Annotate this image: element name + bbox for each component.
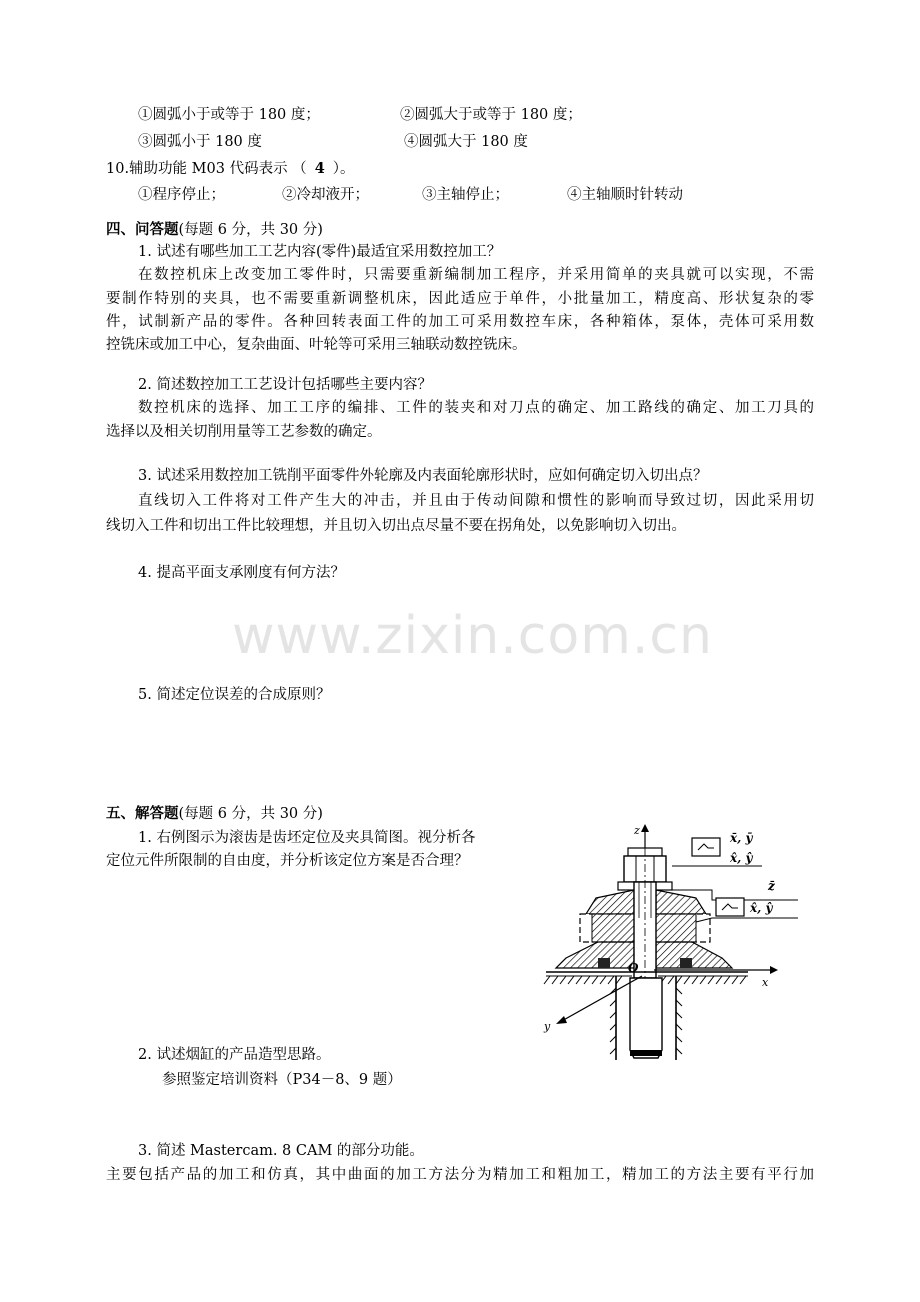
q10-option-3: ③主轴停止； <box>422 187 509 203</box>
s5-answer-2: 参照鉴定培训资料（P34－8、9 题） <box>162 1072 402 1088</box>
q9-option-3: ③圆弧小于 180 度 <box>138 134 262 150</box>
s5-answer-3-line-1: 主要包括产品的加工和仿真，其中曲面的加工方法分为精加工和粗加工，精加工的方法主要有平行加 <box>106 1167 814 1183</box>
locating-symbol-top <box>692 838 720 856</box>
s4-answer-1-line-3: 件，试制新产品的零件。各种回转表面工件的加工可采用数控车床，各种箱体，泵体，壳体可采用数 <box>106 314 814 330</box>
s4-answer-3-line-2: 线切入工件和切出工件比较理想，并且切入切出点尽量不要在拐角处，以免影响切入切出。 <box>106 518 686 534</box>
s5-question-2: 2. 试述烟缸的产品造型思路。 <box>138 1047 331 1063</box>
s5-question-1-line-2: 定位元件所限制的自由度，并分析该定位方案是否合理？ <box>106 853 469 869</box>
s4-answer-1-line-4: 控铣床或加工中心，复杂曲面、叶轮等可采用三轴联动数控铣床。 <box>106 337 527 353</box>
q10-stem <box>106 159 355 179</box>
s4-question-4: 4. 提高平面支承刚度有何方法？ <box>138 565 345 581</box>
section5-title: 五、解答题 <box>106 805 179 822</box>
section4-note: (每题 6 分，共 30 分) <box>178 222 323 238</box>
q9-option-1: ①圆弧小于或等于 180 度； <box>138 107 320 123</box>
section4-title: 四、问答题 <box>106 221 179 238</box>
fixture-diagram <box>536 818 798 1066</box>
s4-answer-1-line-2: 要制作特别的夹具，也不需要重新调整机床，因此适应于单件，小批量加工，精度高、形状复杂的零 <box>106 291 814 307</box>
s4-question-5: 5. 简述定位误差的合成原则？ <box>138 687 331 703</box>
dof-mid-line-1: z̄ <box>768 879 775 893</box>
dof-mid-line-2: x̂, ŷ <box>750 901 773 915</box>
s5-question-3: 3. 简述 Mastercam. 8 CAM 的部分功能。 <box>138 1143 424 1159</box>
s4-answer-2-line-2: 选择以及相关切削用量等工艺参数的确定。 <box>106 424 382 440</box>
q10-option-2: ②冷却液开； <box>282 187 369 203</box>
s4-question-2: 2. 简述数控加工工艺设计包括哪些主要内容？ <box>138 377 432 393</box>
z-axis-label: z <box>634 824 640 837</box>
q10-option-4: ④主轴顺时针转动 <box>567 187 683 203</box>
s4-answer-3-line-1: 直线切入工件将对工件产生大的冲击，并且由于传动间隙和惯性的影响而导致过切，因此采用切 <box>138 493 814 509</box>
q9-option-2: ②圆弧大于或等于 180 度； <box>400 107 582 123</box>
origin-label: O <box>628 961 639 975</box>
x-axis-label: x <box>762 976 769 989</box>
section5-note: (每题 6 分，共 30 分) <box>178 806 323 822</box>
section4-heading <box>106 220 323 240</box>
dof-top-line-2: x̂, ŷ <box>730 851 753 865</box>
q9-option-4: ④圆弧大于 180 度 <box>404 134 528 150</box>
q10-option-1: ①程序停止； <box>138 187 225 203</box>
s4-question-1: 1. 试述有哪些加工工艺内容(零件)最适宜采用数控加工？ <box>138 244 502 260</box>
s4-answer-2-line-1: 数控机床的选择、加工工序的编排、工件的装夹和对刀点的确定、加工路线的确定、加工刀具的 <box>138 400 814 416</box>
lower-shank <box>610 976 682 1060</box>
dof-top-line-1: x̄, ȳ <box>730 831 753 845</box>
s5-question-1-line-1: 1. 右例图示为滚齿是齿坯定位及夹具简图。视分析各 <box>138 830 476 846</box>
s4-question-3: 3. 试述采用数控加工铣削平面零件外轮廓及内表面轮廓形状时，应如何确定切入切出点？ <box>138 468 708 484</box>
locating-symbol-mid <box>716 898 744 916</box>
q10-close: ）。 <box>332 161 355 177</box>
section5-heading <box>106 804 323 824</box>
watermark: www.zixin.com.cn <box>232 606 713 666</box>
y-axis-label: y <box>544 1020 551 1033</box>
q10-stem-text: 10.辅助功能 M03 代码表示 （ <box>106 161 307 177</box>
s4-answer-1-line-1: 在数控机床上改变加工零件时，只需要重新编制加工程序，并采用简单的夹具就可以实现，不需 <box>138 267 814 283</box>
q10-answer: 4 <box>314 160 325 177</box>
